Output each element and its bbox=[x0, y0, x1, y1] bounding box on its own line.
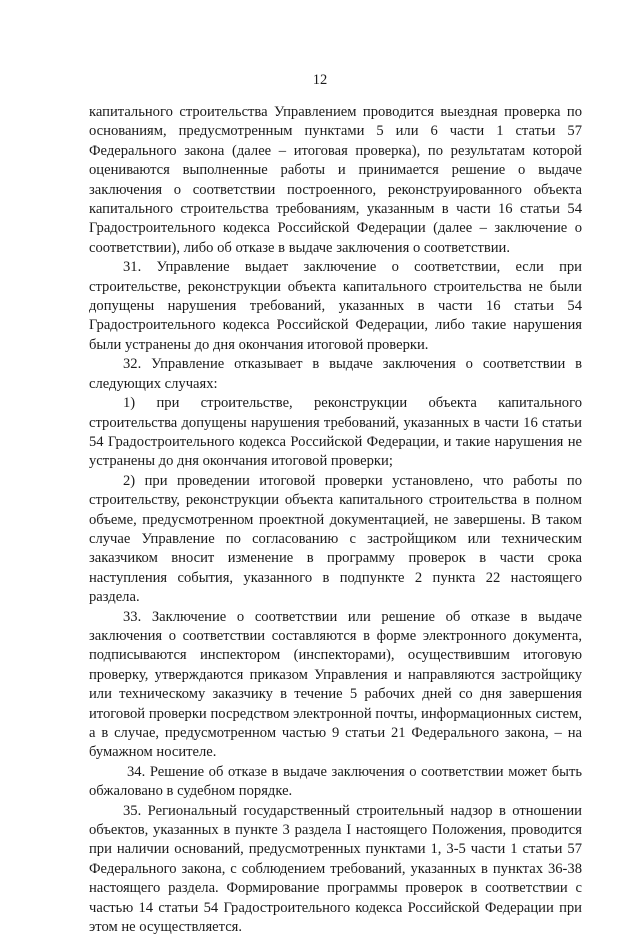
paragraph-31: 31. Управление выдает заключение о соответствии, если при строительстве, реконструкции объекта капитального строительства не были допущены нарушения требований, указанных в части 16 статьи 54 Градостроительного кодекса Российской Федерации, либо такие нарушения были устранены до дня окончания итоговой проверки. bbox=[89, 259, 582, 353]
page-number: 12 bbox=[312, 72, 328, 88]
document-body bbox=[89, 103, 582, 937]
paragraph-34: 34. Решение об отказе в выдаче заключения о соответствии может быть обжаловано в судебном порядке. bbox=[89, 763, 582, 800]
paragraph-32-item-2: 2) при проведении итоговой проверки установлено, что работы по строительству, реконструкции объекта капитального строительства в полном объеме, предусмотренном проектной документацией, не завершены. В таком случае Управление по согласованию с застройщиком или техническим заказчиком вносит изменение в программу проверок в части срока наступления события, указанного в подпункте 2 пункта 22 настоящего раздела. bbox=[89, 472, 582, 606]
paragraph-32: 32. Управление отказывает в выдаче заключения о соответствии в следующих случаях: bbox=[89, 356, 582, 392]
paragraph-35: 35. Региональный государственный строительный надзор в отношении объектов, указанных в пункте 3 раздела I настоящего Положения, проводится при наличии оснований, предусмотренных пунктами 1, 3-5 части 1 статьи 57 Федерального закона, с соблюдением требований, указанных в пунктах 36-38 настоящего раздела. Формирование программы проверок в соответствии с частью 14 статьи 54 Градостроительного кодекса Российской Федерации при этом не осуществляется. bbox=[89, 802, 582, 936]
paragraph-continuation: капитального строительства Управлением проводится выездная проверка по основаниям, предусмотренным пунктами 5 или 6 части 1 статьи 57 Федерального закона (далее – итоговая проверка), по результатам которой оцениваются выполненные работы и принимается решение о выдаче заключения о соответствии построенного, реконструированного объекта капитального строительства требованиям, указанным в части 16 статьи 54 Градостроительного кодекса Российской Федерации (далее – заключение о соответствии), либо об отказе в выдаче заключения о соответствии. bbox=[89, 104, 582, 256]
paragraph-32-item-1: 1) при строительстве, реконструкции объекта капитального строительства допущены нарушения требований, указанных в части 16 статьи 54 Градостроительного кодекса Российской Федерации, и такие нарушения не устранены до дня окончания итоговой проверки; bbox=[89, 395, 582, 470]
paragraph-33: 33. Заключение о соответствии или решение об отказе в выдаче заключения о соответствии составляются в форме электронного документа, подписываются инспектором (инспекторами), осуществившим итоговую проверку, утверждаются приказом Управления и направляются застройщику или техническому заказчику в течение 5 рабочих дней со дня завершения итоговой проверки посредством электронной почты, информационных систем, а в случае, предусмотренном частью 9 статьи 21 Федерального закона, – на бумажном носителе. bbox=[89, 608, 582, 761]
